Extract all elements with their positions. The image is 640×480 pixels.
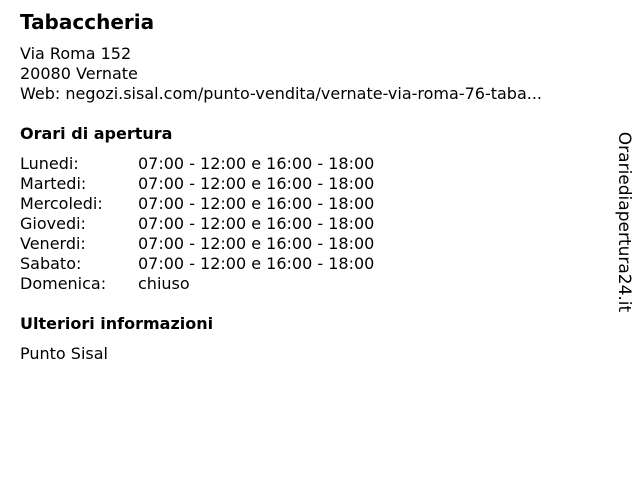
time-value: 07:00 - 12:00 e 16:00 - 18:00 bbox=[138, 254, 375, 273]
opening-hours-heading: Orari di apertura bbox=[20, 124, 173, 143]
time-value: 07:00 - 12:00 e 16:00 - 18:00 bbox=[138, 154, 375, 173]
time-value: 07:00 - 12:00 e 16:00 - 18:00 bbox=[138, 234, 375, 253]
day-label: Sabato: bbox=[20, 254, 82, 273]
site-watermark: Orariediapertura24.it bbox=[614, 131, 634, 313]
time-value: 07:00 - 12:00 e 16:00 - 18:00 bbox=[138, 214, 375, 233]
time-value: chiuso bbox=[138, 274, 190, 293]
time-value: 07:00 - 12:00 e 16:00 - 18:00 bbox=[138, 194, 375, 213]
day-label: Giovedi: bbox=[20, 214, 86, 233]
street-address: Via Roma 152 bbox=[20, 44, 132, 63]
day-label: Venerdi: bbox=[20, 234, 86, 253]
additional-info-heading: Ulteriori informazioni bbox=[20, 314, 214, 333]
day-label: Martedi: bbox=[20, 174, 87, 193]
page-title: Tabaccheria bbox=[20, 10, 155, 34]
web-link[interactable]: Web: negozi.sisal.com/punto-vendita/vernate-via-roma-76-taba... bbox=[20, 84, 543, 103]
day-label: Mercoledi: bbox=[20, 194, 103, 213]
time-value: 07:00 - 12:00 e 16:00 - 18:00 bbox=[138, 174, 375, 193]
city-address: 20080 Vernate bbox=[20, 64, 138, 83]
day-label: Lunedi: bbox=[20, 154, 79, 173]
day-label: Domenica: bbox=[20, 274, 107, 293]
additional-info-text: Punto Sisal bbox=[20, 344, 108, 363]
address-block bbox=[20, 44, 542, 104]
